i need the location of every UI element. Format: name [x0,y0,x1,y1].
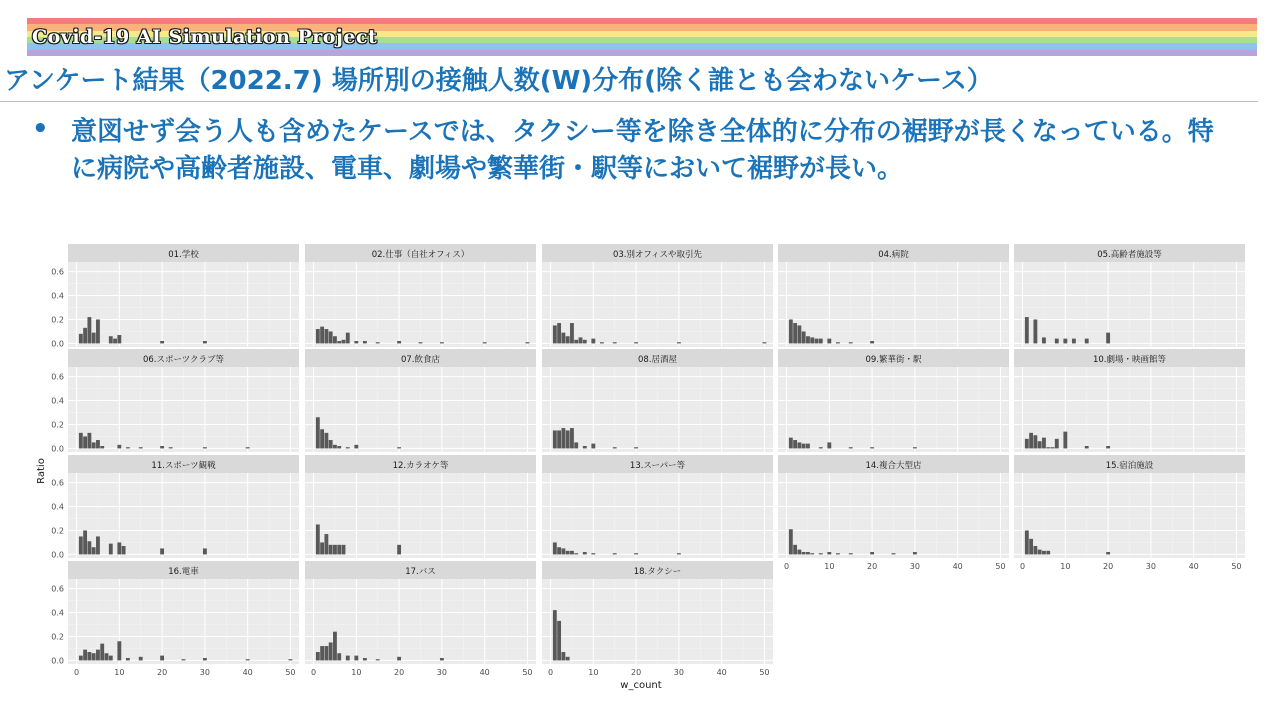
histogram-bar [397,657,401,661]
histogram-bar [613,342,617,343]
histogram-bar [836,553,840,554]
histogram-bar [342,340,346,344]
histogram-bar [806,552,810,554]
y-tick-label: 0.4 [51,291,64,301]
x-tick-label: 40 [242,668,253,677]
x-tick-label: 10 [1060,562,1071,571]
histogram-bar [320,646,324,660]
histogram-bar [566,657,570,661]
facet-title: 11.スポーツ観戦 [151,461,216,471]
y-axis-title: Ratio [36,458,47,484]
histogram-bar [570,551,574,555]
histogram-bar [346,447,350,448]
histogram-bar [583,552,587,554]
histogram-bar [892,553,896,554]
histogram-bar [419,342,423,343]
x-tick-label: 30 [436,668,447,677]
histogram-bar [92,547,96,554]
histogram-bar [1085,339,1089,344]
histogram-bar [819,447,823,448]
histogram-bar [566,336,570,343]
histogram-bar [797,325,801,343]
histogram-bar [526,342,530,343]
y-tick-label: 0.2 [51,315,64,325]
histogram-bar [819,553,823,554]
histogram-bar [561,333,565,344]
histogram-bar [203,548,207,554]
histogram-bar [1055,439,1059,449]
histogram-bar [92,653,96,660]
histogram-bar [160,548,164,554]
histogram-bar [203,447,207,448]
histogram-bar [483,342,487,343]
histogram-bar [1042,438,1046,449]
x-tick-label: 30 [673,668,684,677]
histogram-bar [677,553,681,554]
histogram-bar [553,325,557,343]
histogram-bar [333,545,337,555]
histogram-bar [316,417,320,448]
histogram-bar [1085,446,1089,448]
y-tick-label: 0.4 [51,396,64,406]
histogram-bar [810,553,814,554]
slide-title: アンケート結果（2022.7) 場所別の接触人数(W)分布(除く誰とも会わないケース） [4,66,993,96]
histogram-bar [324,534,328,554]
histogram-bar [203,341,207,343]
histogram-bar [1063,339,1067,344]
histogram-bar [100,446,104,448]
histogram-bar [797,550,801,555]
histogram-bar [329,331,333,343]
histogram-bar [827,339,831,344]
facet-title: 03.別オフィスや取引先 [612,250,703,260]
x-tick-label: 20 [157,668,168,677]
histogram-bar [815,339,819,344]
histogram-bar [579,337,583,343]
histogram-bar [324,646,328,660]
histogram-bar [354,341,358,343]
x-tick-label: 50 [522,668,533,677]
histogram-bar [354,656,358,661]
x-tick-label: 30 [909,562,920,571]
x-tick-label: 30 [1145,562,1156,571]
histogram-bar [557,547,561,554]
histogram-bar [113,339,117,344]
histogram-bar [634,447,638,448]
histogram-bar [553,430,557,448]
histogram-bar [87,541,91,554]
histogram-bar [79,536,83,554]
histogram-bar [634,553,638,554]
histogram-bar [1038,550,1042,555]
facet-title: 07.飲食店 [400,355,441,365]
histogram-bar [346,656,350,661]
histogram-bar [1063,432,1067,449]
histogram-bar [79,334,83,344]
histogram-bar [591,339,595,344]
histogram-bar [570,428,574,448]
facet-title: 16.電車 [168,567,199,577]
histogram-bar [83,650,87,661]
histogram-bar [849,342,853,343]
y-tick-label: 0.4 [51,502,64,512]
x-tick-label: 10 [588,668,599,677]
histogram-bar [553,542,557,554]
histogram-bar [1029,433,1033,449]
histogram-bar [913,447,917,448]
histogram-bar [117,542,121,554]
histogram-bar [583,446,587,448]
x-tick-label: 20 [394,668,405,677]
x-tick-label: 20 [631,668,642,677]
facet-title: 08.居酒屋 [637,355,678,365]
histogram-bar [1042,337,1046,343]
histogram-bar [333,445,337,449]
histogram-bar [320,327,324,344]
y-tick-label: 0.4 [51,608,64,618]
histogram-bar [105,653,109,660]
histogram-bar [561,428,565,448]
histogram-bar [139,657,143,661]
y-tick-label: 0.0 [51,444,64,454]
histogram-bar [1046,447,1050,448]
histogram-bar [96,440,100,448]
histogram-bar [342,545,346,555]
histogram-bar [376,342,380,343]
histogram-bar [100,644,104,661]
y-tick-label: 0.6 [51,584,64,594]
y-tick-label: 0.0 [51,339,64,349]
histogram-bar [613,447,617,448]
histogram-bar [83,436,87,448]
histogram-bar [557,323,561,343]
histogram-bar [316,652,320,660]
histogram-bar [83,328,87,344]
histogram-bar [849,447,853,448]
histogram-bar [913,552,917,554]
histogram-bar [1046,551,1050,555]
title-divider [0,101,1258,102]
histogram-bar [160,341,164,343]
histogram-bar [1051,447,1055,448]
x-tick-label: 50 [759,668,770,677]
rainbow-stripe [27,50,1257,56]
histogram-bar [117,641,121,660]
histogram-bar [1033,546,1037,554]
histogram-bar [87,652,91,660]
histogram-bar [169,447,173,448]
histogram-bar [1072,339,1076,344]
y-tick-label: 0.0 [51,656,64,666]
x-tick-label: 10 [824,562,835,571]
histogram-bar [337,653,341,660]
histogram-bar [79,656,83,661]
histogram-bar [802,552,806,554]
histogram-bar [329,642,333,660]
x-tick-label: 10 [114,668,125,677]
facet-title: 17.バス [405,567,436,577]
histogram-bar [561,652,565,660]
histogram-bar [561,548,565,554]
histogram-bar [1033,319,1037,343]
histogram-bar [126,447,130,448]
histogram-bar [289,659,293,660]
facet-title: 05.高齢者施設等 [1097,250,1162,260]
histogram-bar [583,340,587,344]
histogram-bar [329,545,333,555]
histogram-bar [806,336,810,343]
histogram-bar [363,341,367,343]
x-tick-label: 40 [952,562,963,571]
histogram-bar [557,621,561,661]
bullet-mark: • [32,114,49,144]
histogram-bar [126,658,130,660]
x-tick-label: 50 [285,668,296,677]
histogram-bar [337,545,341,555]
histogram-bar [793,545,797,555]
histogram-bar [87,433,91,449]
histogram-bar [109,336,113,343]
facet-title: 14.複合大型店 [865,461,922,471]
histogram-bar [324,329,328,343]
histogram-bar [763,342,767,343]
x-tick-label: 10 [351,668,362,677]
histogram-bar [203,658,207,660]
histogram-bar [117,335,121,343]
histogram-bar [139,447,143,448]
histogram-bar [802,331,806,343]
histogram-bar [397,447,401,448]
histogram-bar [600,342,604,343]
y-tick-label: 0.6 [51,478,64,488]
histogram-bar [1025,439,1029,449]
facet-title: 06.スポーツクラブ等 [142,355,225,365]
x-tick-label: 40 [1188,562,1199,571]
histogram-bar [397,341,401,343]
histogram-bar [827,552,831,554]
x-tick-label: 0 [311,668,317,677]
histogram-bar [634,342,638,343]
histogram-bar [591,553,595,554]
histogram-bar [376,659,380,660]
y-tick-label: 0.0 [51,550,64,560]
histogram-bar [96,319,100,343]
histogram-bar [566,551,570,555]
facet-title: 04.病院 [878,250,909,260]
histogram-bar [87,317,91,343]
facet-title: 09.繁華街・駅 [865,355,922,365]
x-axis-title: w_count [620,680,662,691]
x-tick-label: 0 [784,562,790,571]
histogram-bar [122,546,126,554]
facet-title: 12.カラオケ等 [392,461,449,471]
histogram-bar [1055,339,1059,344]
histogram-bar [574,553,578,554]
x-tick-label: 0 [548,668,554,677]
histogram-bar [870,447,874,448]
histogram-bar [109,544,113,555]
histogram-bar [1025,317,1029,343]
histogram-bar [613,553,617,554]
histogram-bar [320,542,324,554]
histogram-bar [363,658,367,660]
histogram-bar [117,445,121,449]
histogram-bar [354,445,358,449]
histogram-bar [320,429,324,448]
x-tick-label: 20 [867,562,878,571]
y-tick-label: 0.6 [51,372,64,382]
histogram-bar [1106,333,1110,344]
histogram-bar [397,545,401,555]
histogram-bar [109,656,113,661]
histogram-bar [440,658,444,660]
histogram-bar [92,442,96,448]
histogram-bar [574,442,578,448]
histogram-bar [810,337,814,343]
histogram-bar [324,433,328,449]
histogram-bar [160,446,164,448]
histogram-bar [870,341,874,343]
histogram-bar [677,342,681,343]
histogram-bar [1025,530,1029,554]
histogram-bar [849,553,853,554]
y-tick-label: 0.2 [51,632,64,642]
faceted-histogram-chart [0,236,1260,696]
histogram-bar [789,319,793,343]
histogram-bar [79,433,83,449]
histogram-bar [246,447,250,448]
histogram-bar [316,524,320,554]
histogram-bar [570,323,574,343]
histogram-bar [333,336,337,343]
histogram-bar [316,329,320,343]
histogram-bar [96,536,100,554]
facet-title: 15.宿泊施設 [1105,461,1154,471]
histogram-bar [797,442,801,448]
histogram-bar [870,552,874,554]
histogram-bar [802,444,806,449]
x-tick-label: 50 [995,562,1006,571]
facet-title: 13.スーパー等 [629,461,686,471]
histogram-bar [346,333,350,344]
x-tick-label: 20 [1103,562,1114,571]
histogram-bar [557,430,561,448]
histogram-bar [182,659,186,660]
histogram-bar [789,438,793,449]
histogram-bar [440,342,444,343]
histogram-bar [1038,441,1042,448]
histogram-bar [806,444,810,449]
histogram-bar [789,529,793,554]
x-tick-label: 30 [199,668,210,677]
bullet-text: 意図せず会う人も含めたケースでは、タクシー等を除き全体的に分布の裾野が長くなっている。特に病院や高齢者施設、電車、劇場や繁華街・駅等において裾野が長い。 [71,117,1214,184]
x-tick-label: 40 [716,668,727,677]
histogram-bar [591,444,595,449]
histogram-bar [1033,435,1037,448]
histogram-bar [793,440,797,448]
histogram-bar [1106,552,1110,554]
x-tick-label: 50 [1231,562,1242,571]
facet-title: 10.劇場・映画館等 [1092,355,1167,365]
x-tick-label: 40 [479,668,490,677]
y-tick-label: 0.2 [51,526,64,536]
histogram-bar [96,650,100,661]
x-tick-label: 0 [74,668,80,677]
y-tick-label: 0.6 [51,267,64,277]
histogram-bar [553,610,557,660]
histogram-bar [1029,539,1033,555]
histogram-bar [827,442,831,448]
project-brand: Covid-19 AI Simulation Project [32,26,378,48]
histogram-bar [819,339,823,344]
histogram-bar [1106,446,1110,448]
facet-title: 18.タクシー [633,567,682,577]
histogram-bar [333,632,337,661]
histogram-bar [337,341,341,343]
facet-title: 02.仕事（自社オフィス） [371,250,470,260]
histogram-bar [566,430,570,448]
y-tick-label: 0.2 [51,420,64,430]
x-tick-label: 0 [1020,562,1026,571]
histogram-bar [160,656,164,661]
histogram-bar [246,659,250,660]
histogram-bar [329,440,333,448]
histogram-bar [92,333,96,344]
histogram-bar [1042,551,1046,555]
histogram-bar [836,342,840,343]
facet-title: 01.学校 [168,250,199,260]
histogram-bar [337,446,341,448]
histogram-bar [83,530,87,554]
histogram-bar [574,340,578,344]
histogram-bar [793,323,797,343]
